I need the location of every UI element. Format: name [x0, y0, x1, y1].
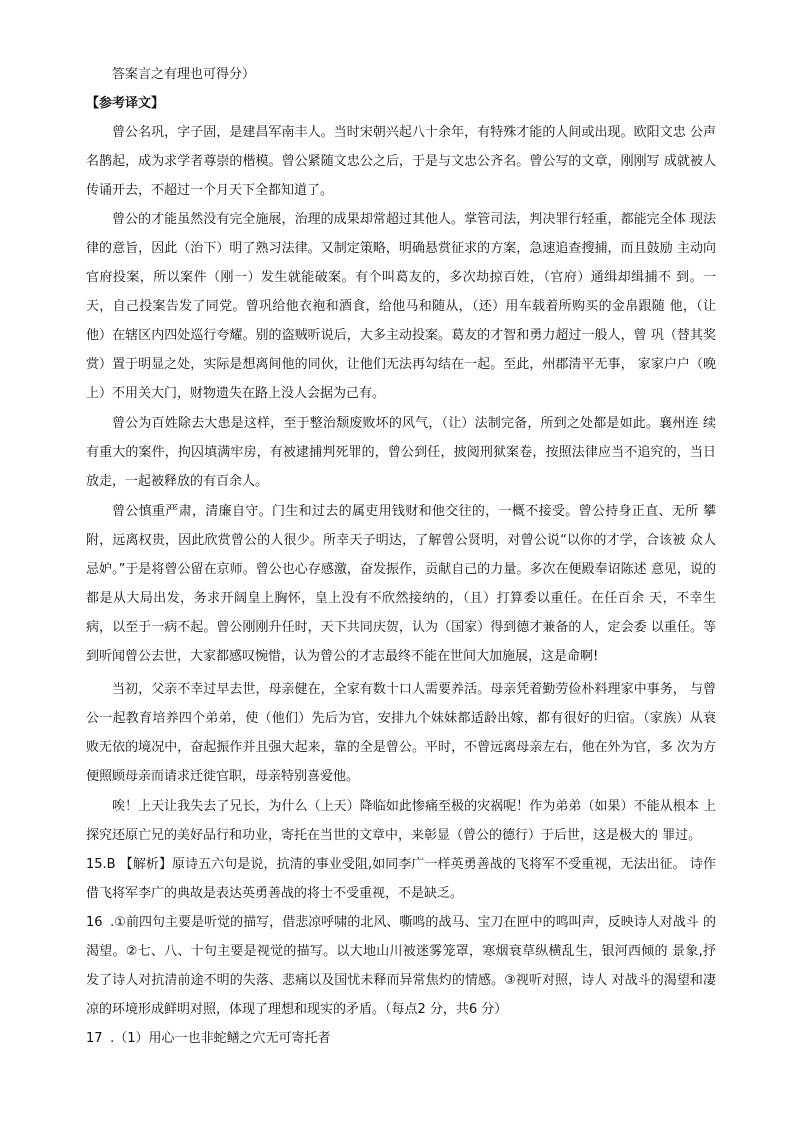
answer-17-text: .（1）用心一也非蛇鳝之穴无可寄托者 — [110, 1031, 331, 1046]
answer-16-number: 16 — [86, 915, 103, 930]
answer-16-text: .①前四句主要是听觉的描写，借悲凉呼啸的北风、嘶鸣的战马、宝刀在匣中的鸣叫声，反映诗人对战斗 的渴望。②七、八、十句主要是视觉的描写。以大地山川被迷雾笼罩，寒烟衰草纵横乱生，银河西倾的 景象,抒发了诗人对抗清前途不明的失落、悲痛以及国忧未释而异常焦灼的情感。③视听对照，诗人 对战斗的渴望和凄凉的环境形成鲜明对照，体现了理想和现实的矛盾。（每点2 分，共6 分） — [86, 915, 716, 1017]
translation-paragraph-4: 曾公慎重严肃，清廉自守。门生和过去的属吏用钱财和他交往的，一概不接受。曾公持身正直、无所 攀附，远离权贵，因此欣赏曾公的人很少。所幸天子明达，了解曾公贤明，对曾公说“以你的才学，合该被 众人忌妒。”于是将曾公留在京师。曾公也心存感激，奋发振作，贡献自己的力量。多次在便殿奉诏陈述 意见，说的都是从大局出发，务求开阔皇上胸怀，皇上没有不欣然接纳的，（且）打算委以重任。在任百余 天，不幸生病，以至于一病不起。曾公刚刚升任时，天下共同庆贺，认为（国家）得到德才兼备的人，定会委 以重任。等到听闻曾公去世，大家都感叹惋惜，认为曾公的才志最终不能在世间大加施展，这是命啊! — [86, 504, 716, 664]
translation-paragraph-1: 曾公名巩，字子固，是建昌军南丰人。当时宋朝兴起八十余年，有特殊才能的人间或出现。欧阳文忠 公声名鹊起，成为求学者尊崇的楷模。曾公紧随文忠公之后，于是与文忠公齐名。曾公写的文章，刚刚写 成就被人传诵开去，不超过一个月天下全都知道了。 — [86, 125, 716, 198]
answer-15-number: 15.B — [86, 857, 116, 872]
translation-paragraph-3: 曾公为百姓除去大患是这样，至于整治颓废败坏的风气，（让）法制完备，所到之处都是如此。襄州连 续有重大的案件，拘囚填满牢房，有被逮捕判死罪的，曾公到任，披阅刑狱案卷，按照法律应当不追究的，当日放走，一起被释放的有百余人。 — [86, 416, 716, 489]
translation-paragraph-2: 曾公的才能虽然没有完全施展，治理的成果却常超过其他人。掌管司法，判决罪行轻重，都能完全体 现法律的意旨，因此（治下）明了熟习法律。又制定策略，明确悬赏征求的方案，急速追查搜捕，而且鼓励 主动向官府投案，所以案件（刚一）发生就能破案。有个叫葛友的，多次劫掠百姓，（官府）通缉却缉捕不 到。一天，自己投案告发了同党。曾巩给他衣袍和酒食，给他马和随从，（还）用车载着所购买的金帛跟随 他，（让他）在辖区内四处巡行夸耀。别的盗贼听说后，大多主动投案。葛友的才智和勇力超过一般人，曾 巩（替其奖赏）置于明显之处，实际是想离间他的同伙，让他们无法再勾结在一起。至此，州郡清平无事， 家家户户（晚上）不用关大门，财物遗失在路上没人会据为己有。 — [86, 212, 716, 401]
translation-paragraph-6: 唉！上天让我失去了兄长，为什么（上天）降临如此惨痛至极的灾祸呢！作为弟弟（如果）不能从根本 上探究还原亡兄的美好品行和功业，寄托在当世的文章中，来彰显（曾公的德行）于后世，这是极大的 罪过。 — [86, 799, 716, 843]
answer-17 — [86, 1024, 716, 1053]
translation-paragraph-5: 当初，父亲不幸过早去世，母亲健在，全家有数十口人需要养活。母亲凭着勤劳俭朴料理家中事务， 与曾公一起教育培养四个弟弟，使（他们）先后为官，安排九个妹妹都适龄出嫁，都有很好的归宿。（家族）从衰败无依的境况中，奋起振作并且强大起来，靠的全是曾公。平时，不曾远离母亲左右，他在外为官，多 次为方便照顾母亲而请求迁徙官职，母亲特别喜爱他。 — [86, 682, 716, 784]
answer-15 — [86, 850, 716, 908]
reference-translation-heading: 【参考译文】 — [86, 96, 165, 111]
answer-17-number: 17 — [86, 1031, 103, 1046]
answer-15-text: 【解析】原诗五六句是说，抗清的事业受阻,如同李广一样英勇善战的飞将军不受重视，无法出征。 诗作借飞将军李广的典故是表达英勇善战的将士不受重视，不是缺乏。 — [86, 857, 716, 901]
answer-note-tail: 答案言之有理也可得分） — [112, 67, 256, 82]
answer-16 — [86, 908, 716, 1024]
